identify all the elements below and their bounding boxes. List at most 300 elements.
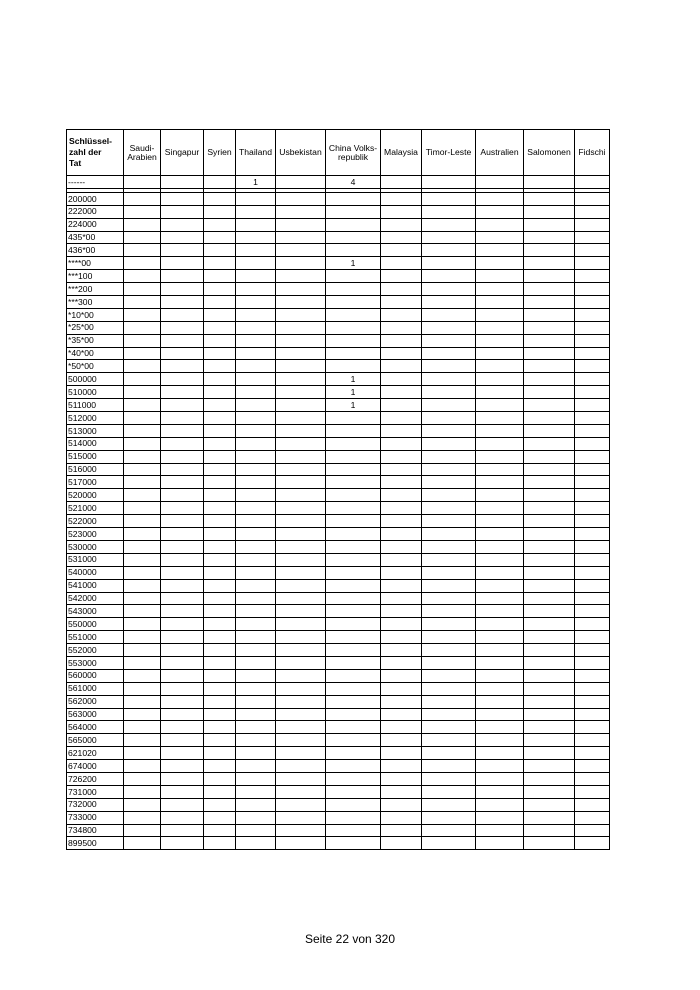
table-cell — [276, 515, 326, 528]
table-cell — [204, 205, 236, 218]
table-cell — [124, 283, 161, 296]
table-cell — [276, 308, 326, 321]
table-cell — [326, 734, 381, 747]
table-cell — [476, 489, 524, 502]
row-key-cell: 562000 — [67, 695, 124, 708]
table-row — [67, 579, 610, 592]
table-cell — [276, 450, 326, 463]
table-cell — [204, 270, 236, 283]
table-cell — [236, 734, 276, 747]
table-cell — [524, 424, 575, 437]
table-cell — [422, 772, 476, 785]
table-cell — [124, 205, 161, 218]
table-row — [67, 270, 610, 283]
table-cell — [326, 450, 381, 463]
table-cell — [276, 631, 326, 644]
table-cell — [524, 837, 575, 850]
table-cell — [161, 708, 204, 721]
table-cell — [124, 412, 161, 425]
data-table — [66, 129, 610, 850]
table-cell — [381, 721, 422, 734]
table-cell — [236, 270, 276, 283]
column-header: Fidschi — [575, 130, 610, 176]
table-cell — [204, 618, 236, 631]
table-row — [67, 205, 610, 218]
table-cell — [381, 592, 422, 605]
table-cell — [476, 283, 524, 296]
table-cell — [326, 760, 381, 773]
table-cell — [276, 618, 326, 631]
table-cell — [124, 463, 161, 476]
table-cell — [524, 579, 575, 592]
table-cell — [575, 528, 610, 541]
table-cell — [161, 176, 204, 189]
table-cell — [276, 605, 326, 618]
table-cell: 1 — [326, 373, 381, 386]
table-cell — [575, 631, 610, 644]
table-row — [67, 424, 610, 437]
table-cell — [575, 553, 610, 566]
table-cell — [381, 334, 422, 347]
table-cell — [276, 502, 326, 515]
table-cell — [381, 244, 422, 257]
table-cell — [575, 373, 610, 386]
table-cell — [161, 244, 204, 257]
table-cell — [524, 360, 575, 373]
table-cell — [161, 631, 204, 644]
table-row — [67, 502, 610, 515]
table-cell — [204, 669, 236, 682]
row-key-cell: 436*00 — [67, 244, 124, 257]
table-row — [67, 734, 610, 747]
table-cell — [204, 412, 236, 425]
table-cell — [422, 515, 476, 528]
table-cell — [124, 734, 161, 747]
row-key-cell: *50*00 — [67, 360, 124, 373]
table-cell — [204, 682, 236, 695]
table-cell — [236, 437, 276, 450]
table-cell — [161, 424, 204, 437]
table-cell — [575, 760, 610, 773]
table-cell — [276, 824, 326, 837]
table-row — [67, 296, 610, 309]
table-cell — [161, 695, 204, 708]
table-cell — [422, 682, 476, 695]
table-cell — [476, 553, 524, 566]
table-cell — [381, 399, 422, 412]
table-cell — [161, 489, 204, 502]
table-cell — [276, 399, 326, 412]
table-cell — [204, 553, 236, 566]
table-cell — [236, 798, 276, 811]
table-cell — [524, 489, 575, 502]
table-row — [67, 760, 610, 773]
row-key-cell: 564000 — [67, 721, 124, 734]
table-cell — [204, 695, 236, 708]
table-cell — [476, 399, 524, 412]
row-key-cell: 551000 — [67, 631, 124, 644]
table-cell — [161, 296, 204, 309]
table-cell — [276, 424, 326, 437]
table-cell — [524, 502, 575, 515]
table-cell — [575, 399, 610, 412]
table-cell — [236, 308, 276, 321]
column-header: Australien — [476, 130, 524, 176]
table-cell — [161, 824, 204, 837]
table-cell — [524, 656, 575, 669]
table-cell: 1 — [326, 386, 381, 399]
table-cell — [236, 592, 276, 605]
table-row — [67, 218, 610, 231]
table-cell — [124, 386, 161, 399]
table-cell — [422, 463, 476, 476]
table-cell — [381, 553, 422, 566]
table-cell — [204, 540, 236, 553]
table-row — [67, 176, 610, 189]
table-cell — [575, 747, 610, 760]
table-cell — [326, 502, 381, 515]
table-row — [67, 308, 610, 321]
table-cell — [326, 592, 381, 605]
table-cell — [476, 270, 524, 283]
table-row — [67, 476, 610, 489]
table-cell — [204, 218, 236, 231]
table-cell — [161, 540, 204, 553]
table-cell — [575, 270, 610, 283]
row-key-cell: 734800 — [67, 824, 124, 837]
table-cell — [236, 283, 276, 296]
table-cell — [236, 772, 276, 785]
table-cell — [381, 798, 422, 811]
table-row — [67, 811, 610, 824]
table-cell — [326, 489, 381, 502]
column-header-key: Schlüssel- zahl der Tat — [67, 130, 124, 176]
table-cell — [161, 463, 204, 476]
table-cell — [204, 579, 236, 592]
table-cell — [204, 231, 236, 244]
table-cell — [575, 450, 610, 463]
table-cell — [422, 760, 476, 773]
table-cell — [476, 360, 524, 373]
table-cell — [204, 605, 236, 618]
table-cell — [124, 566, 161, 579]
table-cell — [161, 386, 204, 399]
table-cell — [524, 321, 575, 334]
table-cell — [381, 373, 422, 386]
table-cell — [276, 566, 326, 579]
table-cell — [236, 373, 276, 386]
table-cell — [381, 605, 422, 618]
table-cell — [124, 644, 161, 657]
table-cell — [276, 695, 326, 708]
table-cell — [204, 437, 236, 450]
table-cell — [276, 257, 326, 270]
table-cell — [422, 747, 476, 760]
table-cell — [204, 502, 236, 515]
table-cell — [476, 321, 524, 334]
row-key-cell: 541000 — [67, 579, 124, 592]
column-header: Saudi- Arabien — [124, 130, 161, 176]
table-cell — [381, 412, 422, 425]
table-row — [67, 592, 610, 605]
table-cell — [236, 334, 276, 347]
table-cell — [326, 424, 381, 437]
table-cell — [422, 334, 476, 347]
table-cell — [422, 669, 476, 682]
row-key-cell: *40*00 — [67, 347, 124, 360]
table-row — [67, 437, 610, 450]
table-cell — [575, 656, 610, 669]
table-cell — [204, 321, 236, 334]
table-cell — [161, 270, 204, 283]
row-key-cell: 553000 — [67, 656, 124, 669]
table-cell — [236, 708, 276, 721]
table-cell — [161, 605, 204, 618]
table-cell — [422, 566, 476, 579]
table-cell — [161, 412, 204, 425]
table-row — [67, 386, 610, 399]
table-row — [67, 747, 610, 760]
table-cell — [204, 515, 236, 528]
table-cell — [236, 386, 276, 399]
table-cell — [575, 695, 610, 708]
column-header: Syrien — [204, 130, 236, 176]
row-key-cell: 200000 — [67, 192, 124, 205]
table-cell — [161, 321, 204, 334]
table-cell — [476, 772, 524, 785]
table-row — [67, 412, 610, 425]
table-cell — [326, 231, 381, 244]
table-cell — [204, 476, 236, 489]
table-cell — [575, 360, 610, 373]
table-cell — [326, 553, 381, 566]
table-cell — [575, 772, 610, 785]
table-cell — [204, 450, 236, 463]
row-key-cell: 540000 — [67, 566, 124, 579]
table-cell — [524, 566, 575, 579]
table-cell — [326, 605, 381, 618]
table-cell — [204, 373, 236, 386]
row-key-cell: 520000 — [67, 489, 124, 502]
table-cell — [381, 463, 422, 476]
table-cell — [236, 785, 276, 798]
table-cell — [326, 270, 381, 283]
table-cell — [276, 837, 326, 850]
table-cell — [124, 747, 161, 760]
table-cell — [422, 192, 476, 205]
table-cell — [276, 553, 326, 566]
table-cell — [124, 669, 161, 682]
table-row — [67, 824, 610, 837]
row-key-cell: 561000 — [67, 682, 124, 695]
table-cell — [276, 205, 326, 218]
table-cell — [381, 656, 422, 669]
table-row — [67, 257, 610, 270]
table-cell — [236, 824, 276, 837]
table-header-row — [67, 130, 610, 176]
table-cell — [476, 760, 524, 773]
table-cell — [124, 489, 161, 502]
table-cell — [161, 373, 204, 386]
table-cell — [124, 308, 161, 321]
table-cell — [124, 399, 161, 412]
row-key-cell: 552000 — [67, 644, 124, 657]
table-cell — [276, 218, 326, 231]
row-key-cell: 899500 — [67, 837, 124, 850]
table-cell — [236, 515, 276, 528]
table-cell — [326, 721, 381, 734]
table-cell — [524, 399, 575, 412]
table-cell — [381, 347, 422, 360]
table-cell — [476, 412, 524, 425]
table-cell — [476, 528, 524, 541]
table-row — [67, 321, 610, 334]
table-cell — [276, 682, 326, 695]
table-cell — [204, 424, 236, 437]
row-key-cell: 731000 — [67, 785, 124, 798]
table-cell — [476, 785, 524, 798]
row-key-cell: 514000 — [67, 437, 124, 450]
table-cell — [575, 798, 610, 811]
table-cell — [524, 682, 575, 695]
table-cell — [326, 798, 381, 811]
table-cell — [575, 734, 610, 747]
table-cell — [575, 218, 610, 231]
table-cell — [276, 373, 326, 386]
table-cell — [381, 566, 422, 579]
table-cell — [422, 708, 476, 721]
table-cell — [524, 708, 575, 721]
table-cell — [124, 373, 161, 386]
table-cell — [236, 566, 276, 579]
table-cell — [124, 231, 161, 244]
table-cell — [422, 618, 476, 631]
table-cell — [524, 811, 575, 824]
table-cell — [236, 412, 276, 425]
row-key-cell: *25*00 — [67, 321, 124, 334]
table-cell — [124, 605, 161, 618]
table-cell — [236, 424, 276, 437]
table-cell — [326, 566, 381, 579]
table-cell — [204, 386, 236, 399]
table-row — [67, 553, 610, 566]
table-cell — [422, 360, 476, 373]
table-cell — [476, 811, 524, 824]
table-cell — [326, 334, 381, 347]
table-cell — [161, 669, 204, 682]
table-cell — [575, 682, 610, 695]
table-cell — [524, 231, 575, 244]
table-cell — [161, 772, 204, 785]
table-cell — [524, 192, 575, 205]
table-row — [67, 618, 610, 631]
table-cell — [236, 553, 276, 566]
table-cell — [381, 644, 422, 657]
table-cell — [381, 296, 422, 309]
table-row — [67, 772, 610, 785]
table-cell — [575, 644, 610, 657]
table-cell — [524, 476, 575, 489]
table-cell — [161, 798, 204, 811]
table-cell — [326, 811, 381, 824]
table-row — [67, 373, 610, 386]
table-cell — [124, 424, 161, 437]
column-header: Salomonen — [524, 130, 575, 176]
table-cell — [575, 824, 610, 837]
table-cell — [276, 798, 326, 811]
table-cell — [236, 476, 276, 489]
table-cell — [524, 463, 575, 476]
table-cell — [575, 708, 610, 721]
table-cell — [422, 283, 476, 296]
table-cell — [236, 231, 276, 244]
table-cell — [326, 631, 381, 644]
table-cell — [381, 257, 422, 270]
table-cell — [422, 785, 476, 798]
table-cell — [204, 785, 236, 798]
table-cell — [124, 760, 161, 773]
table-cell — [422, 308, 476, 321]
table-cell — [276, 347, 326, 360]
table-cell — [575, 321, 610, 334]
table-cell — [476, 566, 524, 579]
table-cell — [326, 837, 381, 850]
table-cell — [422, 176, 476, 189]
table-cell — [524, 772, 575, 785]
table-cell — [524, 386, 575, 399]
table-cell — [276, 540, 326, 553]
table-cell — [326, 437, 381, 450]
table-cell — [575, 489, 610, 502]
table-cell — [524, 760, 575, 773]
column-header: Thailand — [236, 130, 276, 176]
table-cell — [575, 592, 610, 605]
table-cell — [204, 798, 236, 811]
table-cell — [326, 708, 381, 721]
table-cell — [204, 463, 236, 476]
table-cell — [204, 566, 236, 579]
table-cell — [236, 296, 276, 309]
table-cell — [422, 489, 476, 502]
table-cell — [381, 631, 422, 644]
table-cell — [326, 824, 381, 837]
table-cell — [124, 656, 161, 669]
table-cell — [575, 257, 610, 270]
row-key-cell: 550000 — [67, 618, 124, 631]
table-cell — [381, 476, 422, 489]
table-cell — [381, 824, 422, 837]
table-cell — [124, 257, 161, 270]
table-cell — [204, 644, 236, 657]
table-cell — [124, 540, 161, 553]
table-cell — [381, 192, 422, 205]
table-cell — [524, 669, 575, 682]
table-cell — [124, 798, 161, 811]
table-cell — [381, 176, 422, 189]
table-cell — [326, 321, 381, 334]
table-cell — [124, 176, 161, 189]
table-cell — [161, 747, 204, 760]
table-cell — [575, 386, 610, 399]
table-cell — [524, 747, 575, 760]
table-cell — [422, 205, 476, 218]
table-cell — [204, 592, 236, 605]
row-key-cell: 224000 — [67, 218, 124, 231]
table-cell — [476, 644, 524, 657]
table-cell — [326, 205, 381, 218]
row-key-cell: 500000 — [67, 373, 124, 386]
table-cell — [381, 502, 422, 515]
